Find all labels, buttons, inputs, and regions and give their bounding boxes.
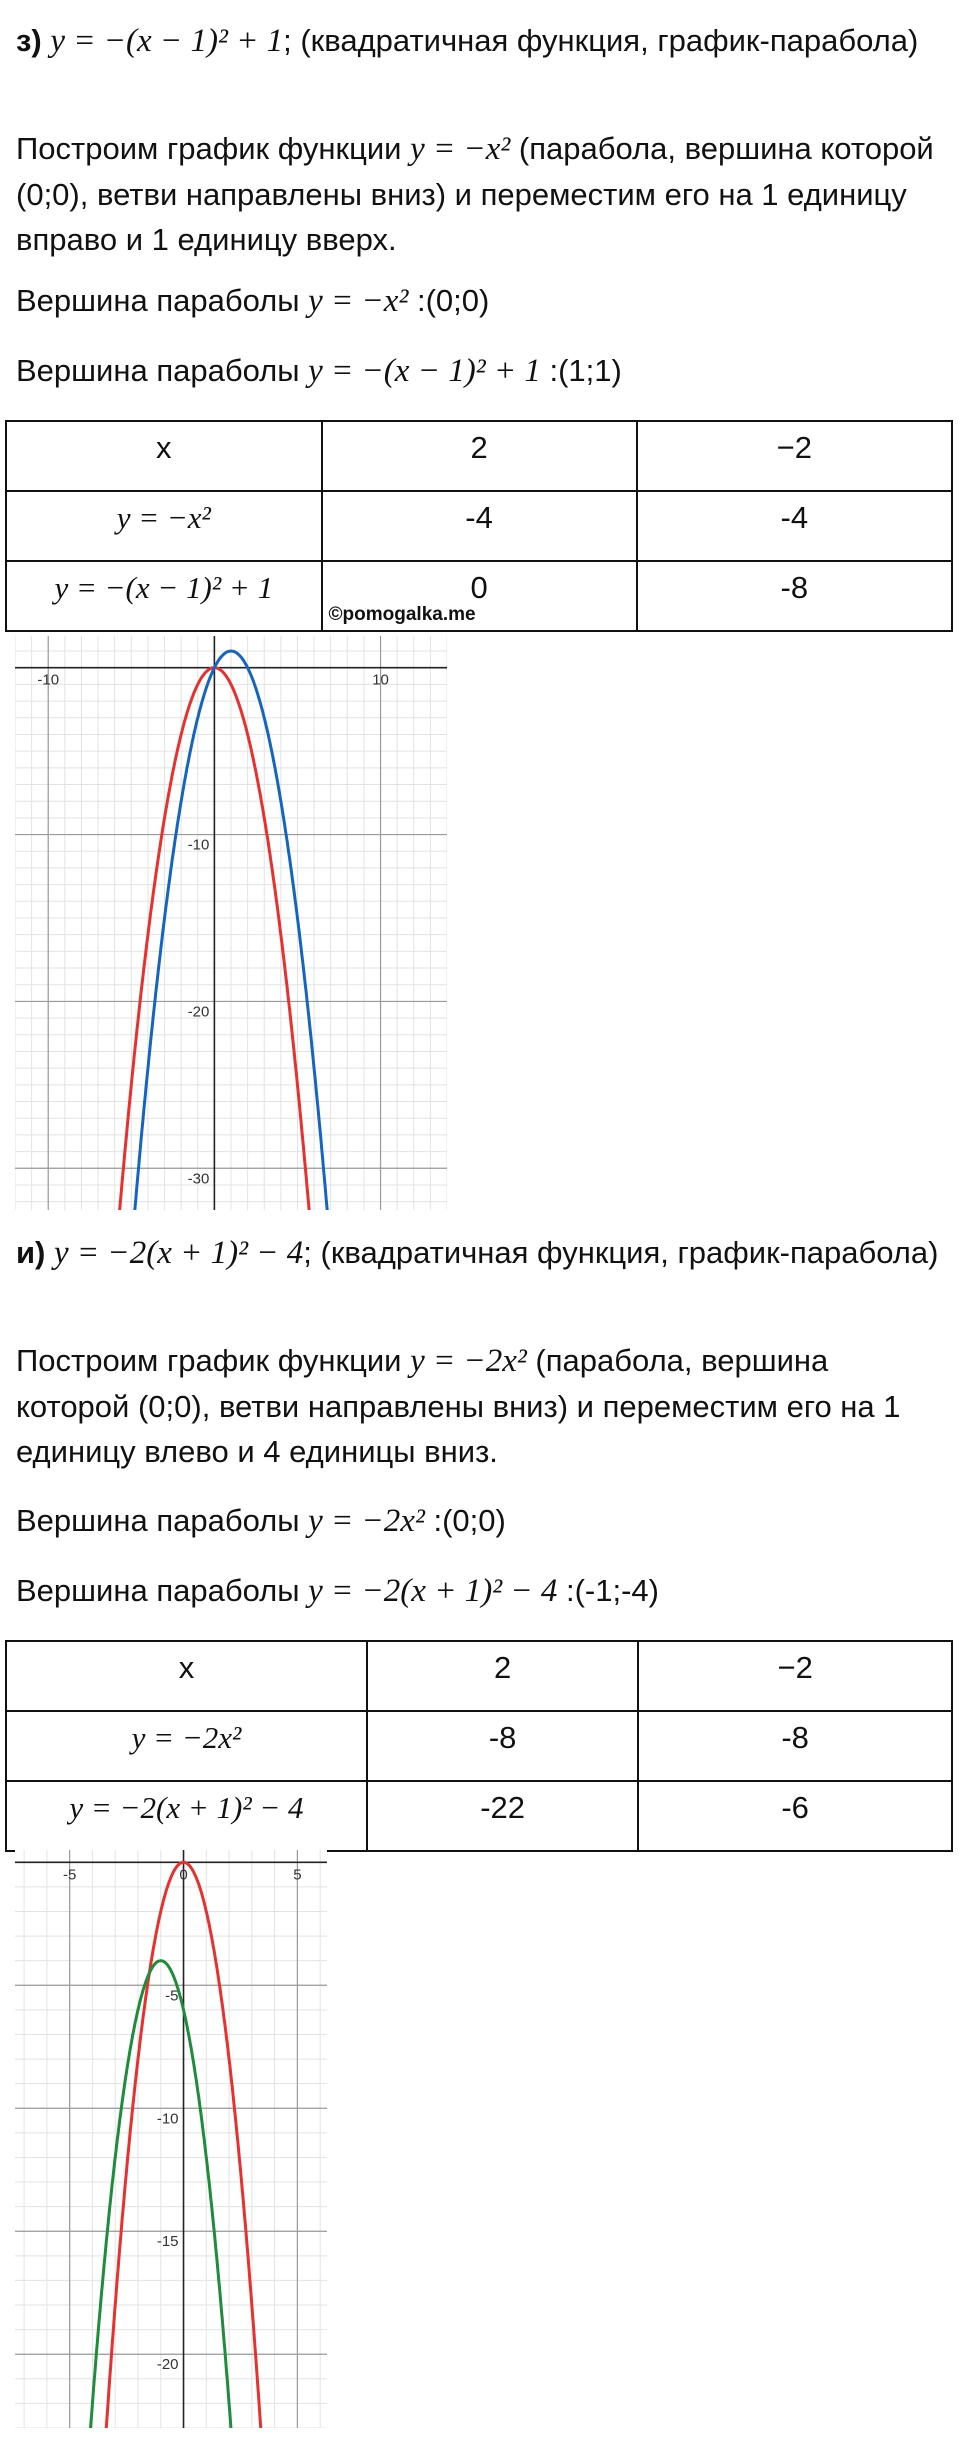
section-z-v2-formula: y = −(x − 1)² + 1 (308, 353, 541, 389)
section-i-desc-formula: y = −2x² (410, 1343, 527, 1379)
section-i-letter: и) (16, 1235, 46, 1270)
table-cell: -8 (638, 1711, 952, 1781)
section-z-graph (15, 636, 447, 1210)
table-cell: x (6, 1641, 367, 1711)
section-i-description (16, 1338, 946, 1474)
section-z-v2-label: Вершина параболы (16, 353, 309, 388)
section-z-values-table (5, 420, 953, 632)
y-tick-label: -10 (156, 2110, 179, 2128)
section-z-desc-a: Построим график функции (16, 131, 411, 166)
section-z-title-rest: ; (квадратичная функция, график-парабола) (283, 23, 919, 58)
section-i-desc-b: (парабола, вершина которой (0;0), ветви направлены вниз) и переместим его на 1 единицу влево и 4 единицы вниз. (16, 1343, 901, 1469)
section-z-title-formula: y = −(x − 1)² + 1 (50, 23, 284, 59)
section-i-v2-label: Вершина параболы (16, 1573, 309, 1608)
section-z-vertex-2 (16, 348, 946, 394)
table-cell: y = −(x − 1)² + 1 (6, 561, 322, 631)
table-cell: 2 (367, 1641, 638, 1711)
x-tick-label: 10 (372, 671, 389, 689)
x-tick-label: 5 (293, 1866, 302, 1884)
y-tick-label: -10 (187, 836, 210, 854)
section-i-v1-value: :(0;0) (424, 1503, 506, 1538)
table-cell-value: 0 (470, 570, 488, 605)
table-header-row (6, 1641, 952, 1711)
y-tick-label: -30 (187, 1170, 210, 1188)
section-z-desc-formula: y = −x² (410, 131, 511, 167)
section-i-title (16, 1230, 946, 1276)
section-i-vertex-2 (16, 1568, 946, 1614)
section-z-v1-label: Вершина параболы (16, 283, 309, 318)
section-i-title-formula: y = −2(x + 1)² − 4 (54, 1235, 304, 1271)
section-z-v1-value: :(0;0) (408, 283, 490, 318)
section-z-letter: з) (16, 23, 42, 58)
table-cell: y = −2(x + 1)² − 4 (6, 1781, 367, 1851)
table-cell: x (6, 421, 322, 491)
section-i-desc-a: Построим график функции (16, 1343, 411, 1378)
section-i-v1-formula: y = −2x² (308, 1503, 425, 1539)
x-tick-label: -10 (37, 671, 60, 689)
table-cell: -8 (637, 561, 952, 631)
watermark: ©pomogalka.me (328, 604, 476, 625)
table-row (6, 1711, 952, 1781)
table-cell: −2 (637, 421, 952, 491)
section-i-values-table (5, 1640, 953, 1852)
y-tick-label: -5 (165, 1987, 179, 2005)
table-cell: y = −x² (6, 491, 322, 561)
x-tick-label: -5 (62, 1866, 77, 1884)
section-z-title (16, 18, 946, 64)
table-row (6, 491, 952, 561)
table-cell: -6 (638, 1781, 952, 1851)
y-tick-label: -15 (156, 2233, 179, 2251)
section-z-vertex-1 (16, 278, 946, 324)
table-cell: -4 (637, 491, 952, 561)
section-z-desc-b: (парабола, вершина которой (0;0), ветви направлены вниз) и переместим его на 1 единицу вправо и 1 единицу вверх. (16, 131, 934, 257)
section-i-title-rest: ; (квадратичная функция, график-парабола) (303, 1235, 939, 1270)
table-row (6, 1781, 952, 1851)
section-z-description (16, 126, 946, 262)
table-cell: y = −2x² (6, 1711, 367, 1781)
table-cell: −2 (638, 1641, 952, 1711)
section-i-v1-label: Вершина параболы (16, 1503, 309, 1538)
y-tick-label: -20 (156, 2356, 179, 2374)
y-tick-label: -20 (187, 1003, 210, 1021)
section-i-v2-formula: y = −2(x + 1)² − 4 (308, 1573, 558, 1609)
x-tick-label: 0 (179, 1866, 188, 1884)
table-cell: -8 (367, 1711, 638, 1781)
section-z-v1-formula: y = −x² (308, 283, 409, 319)
table-cell: -4 (322, 491, 637, 561)
section-i-v2-value: :(-1;-4) (557, 1573, 659, 1608)
table-cell (322, 561, 637, 631)
table-cell: -22 (367, 1781, 638, 1851)
section-i-graph (15, 1850, 327, 2428)
table-header-row (6, 421, 952, 491)
table-row (6, 561, 952, 631)
section-i-vertex-1 (16, 1498, 946, 1544)
table-cell: 2 (322, 421, 637, 491)
section-z-v2-value: :(1;1) (540, 353, 622, 388)
